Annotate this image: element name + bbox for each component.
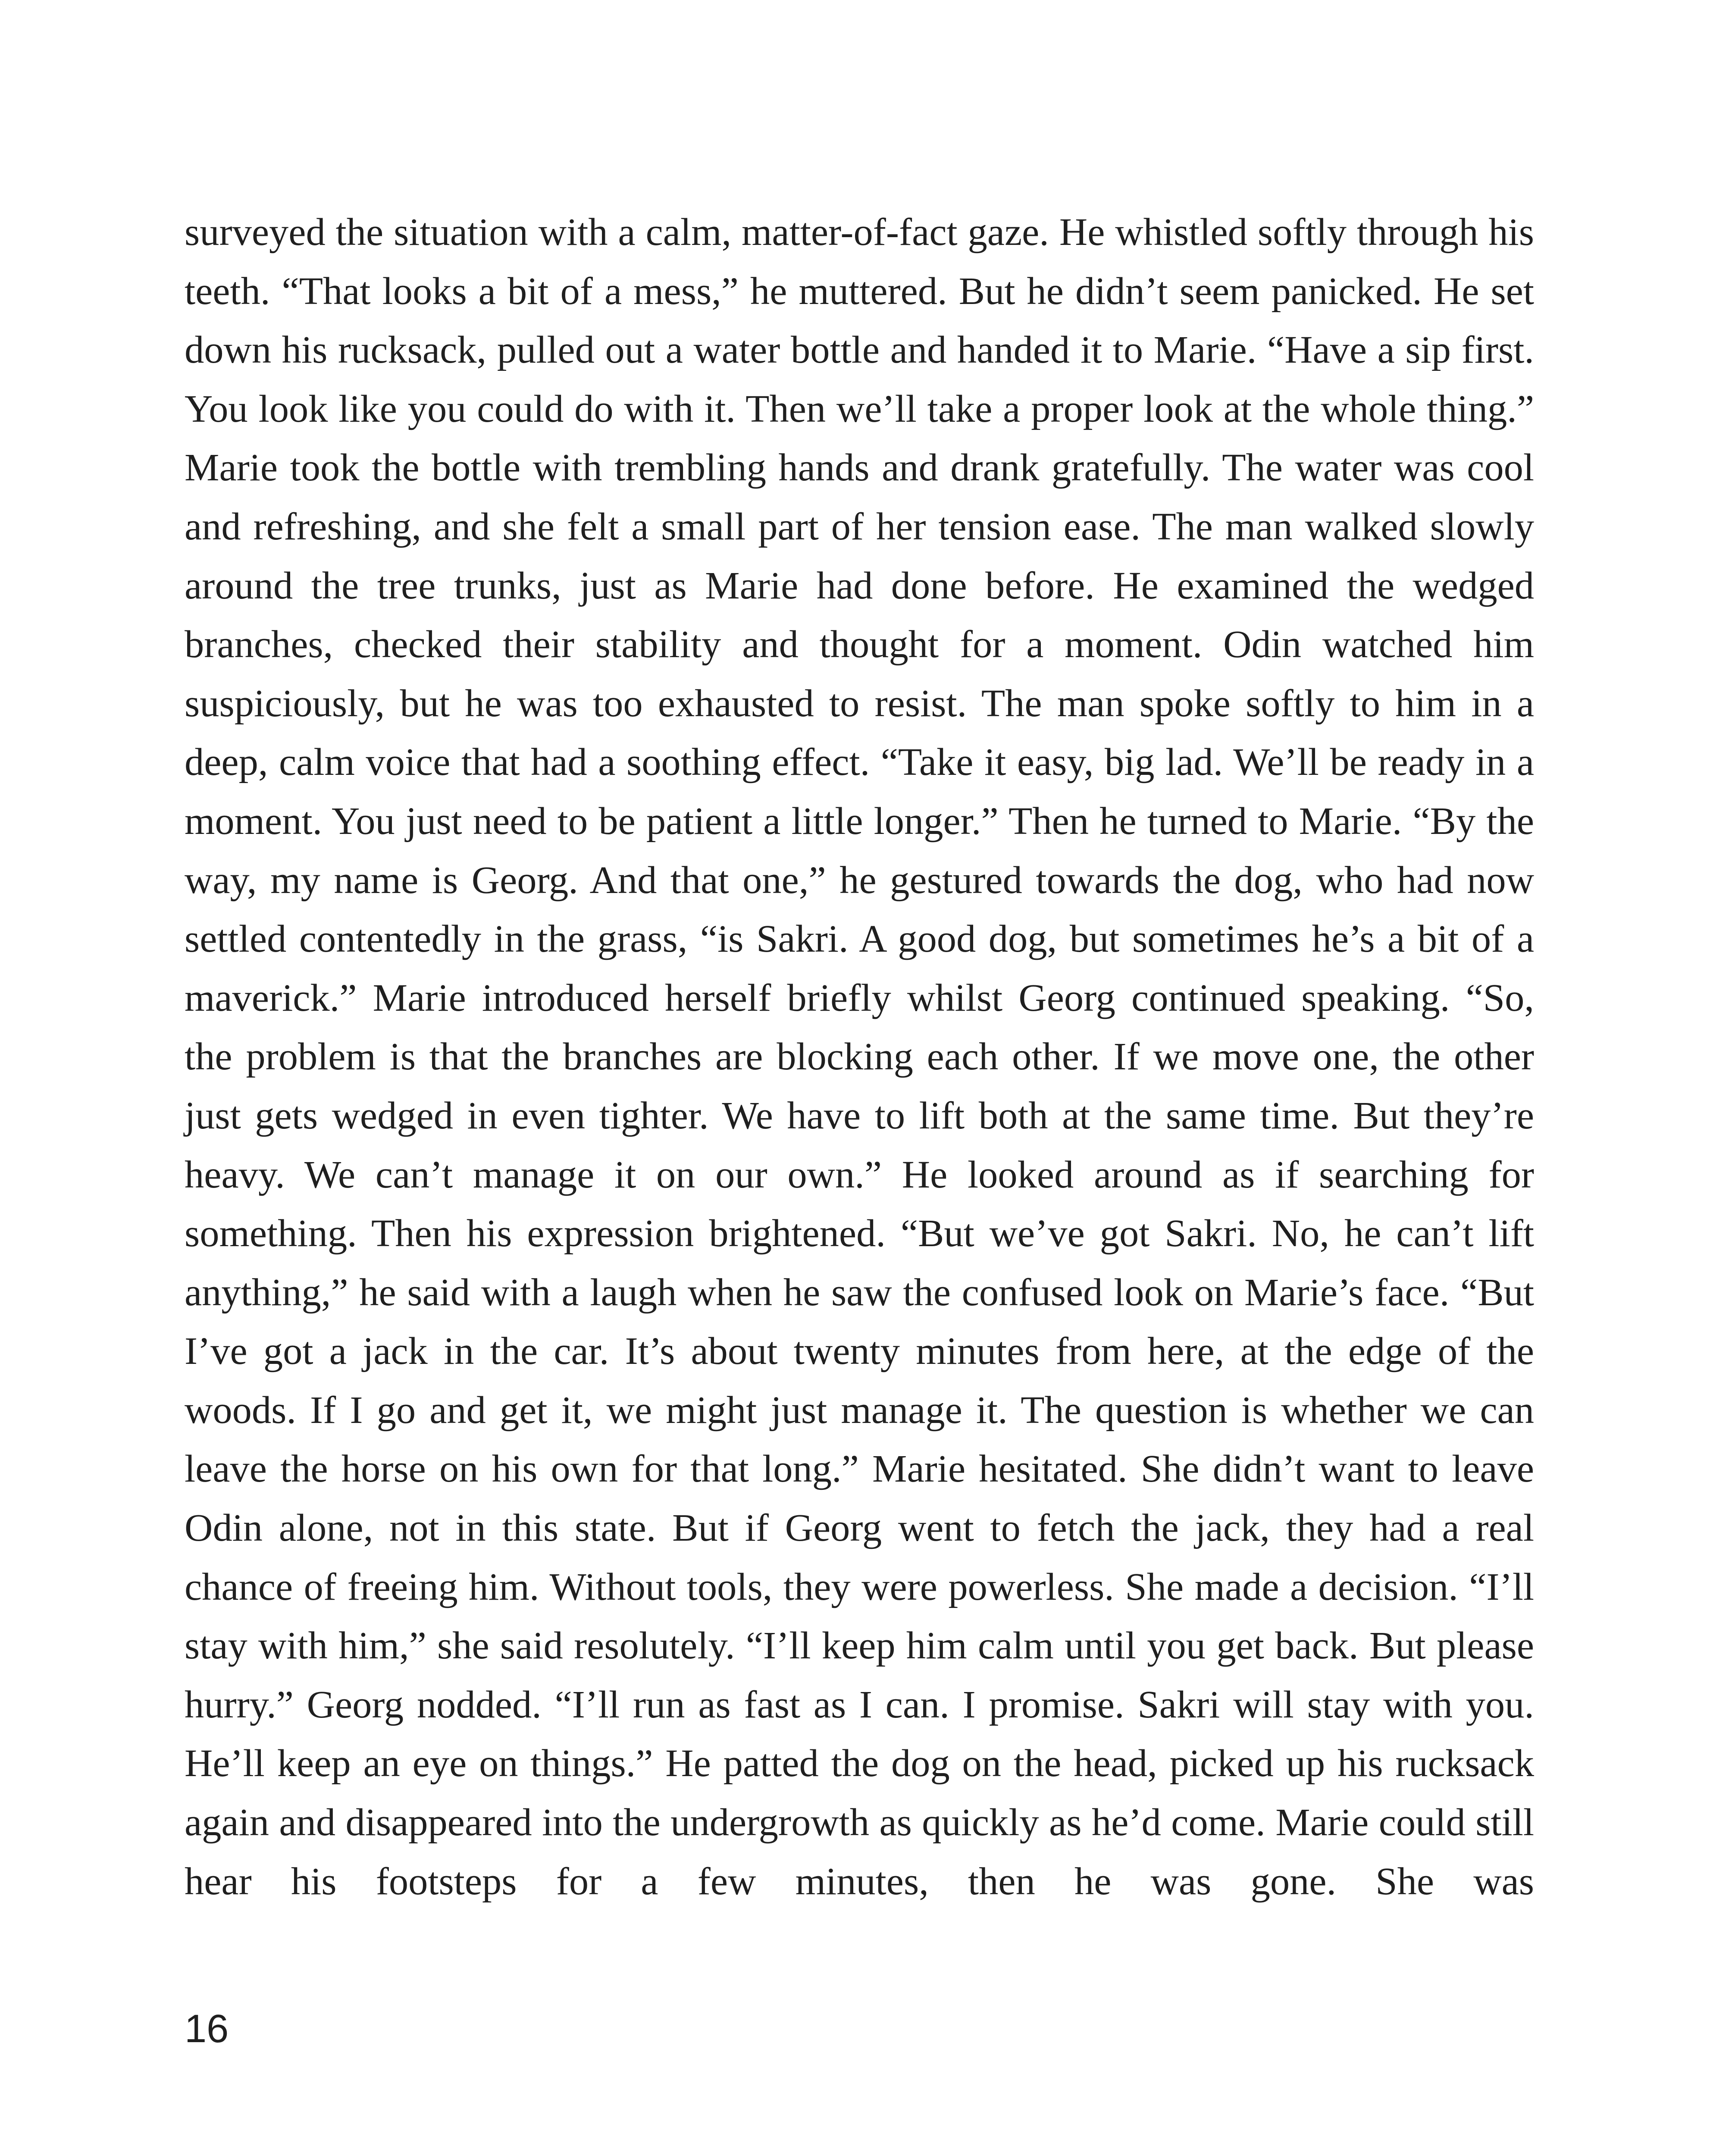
body-text-block [185, 203, 1534, 1911]
body-paragraph: surveyed the situation with a calm, matter-of-fact gaze. He whistled softly through his teeth. “That looks a bit of a mess,” he muttered. But he didn’t seem panicked. He set down his rucksack, pulled out a water bottle and handed it to Marie. “Have a sip first. You look like you could do with it. Then we’ll take a proper look at the whole thing.” Marie took the bottle with trembling hands and drank gratefully. The water was cool and refreshing, and she felt a small part of her tension ease. The man walked slowly around the tree trunks, just as Marie had done before. He examined the wedged branches, checked their stability and thought for a moment. Odin watched him suspiciously, but he was too exhausted to resist. The man spoke softly to him in a deep, calm voice that had a soothing effect. “Take it easy, big lad. We’ll be ready in a moment. You just need to be patient a little longer.” Then he turned to Marie. “By the way, my name is Georg. And that one,” he gestured towards the dog, who had now settled contentedly in the grass, “is Sakri. A good dog, but sometimes he’s a bit of a maverick.” Marie introduced herself briefly whilst Georg continued speaking. “So, the problem is that the branches are blocking each other. If we move one, the other just gets wedged in even tighter. We have to lift both at the same time. But they’re heavy. We can’t manage it on our own.” He looked around as if searching for something. Then his expression brightened. “But we’ve got Sakri. No, he can’t lift anything,” he said with a laugh when he saw the confused look on Marie’s face. “But I’ve got a jack in the car. It’s about twenty minutes from here, at the edge of the woods. If I go and get it, we might just manage it. The question is whether we can leave the horse on his own for that long.” Marie hesitated. She didn’t want to leave Odin alone, not in this state. But if Georg went to fetch the jack, they had a real chance of freeing him. Without tools, they were powerless. She made a decision. “I’ll stay with him,” she said resolutely. “I’ll keep him calm until you get back. But please hurry.” Georg nodded. “I’ll run as fast as I can. I promise. Sakri will stay with you. He’ll keep an eye on things.” He patted the dog on the head, picked up his rucksack again and disappeared into the undergrowth as quickly as he’d come. Marie could still hear his footsteps for a few minutes, then he was gone. She was [185, 210, 1534, 1903]
page-number: 16 [185, 2007, 229, 2051]
